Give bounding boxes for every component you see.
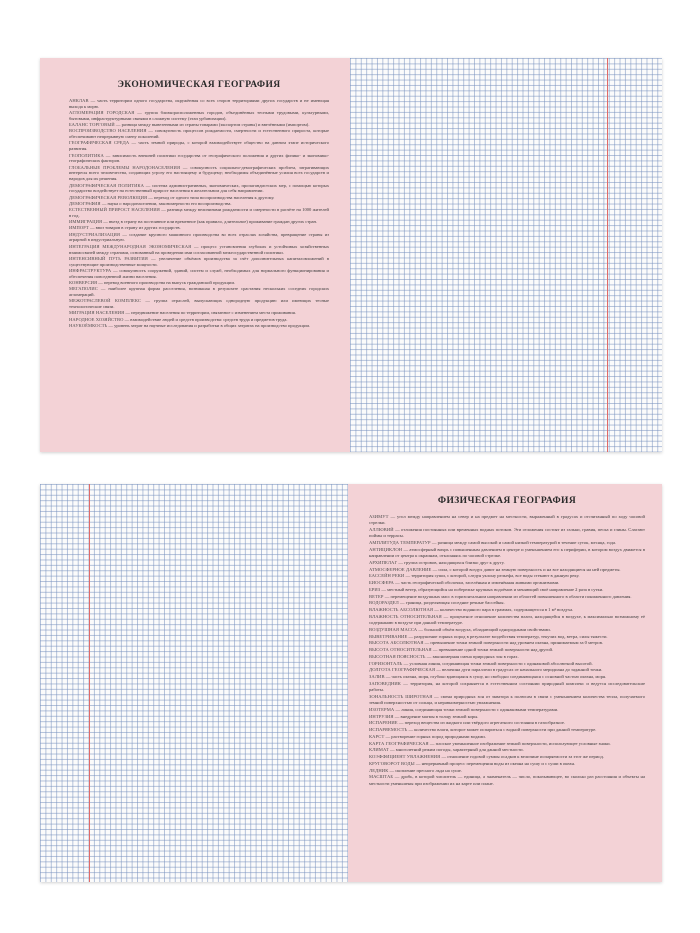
term-definition: — зависимость внешней политики государства от географического положения и других физико- и экономико-географических факторов. <box>69 152 329 164</box>
glossary-entry <box>69 122 329 128</box>
term-definition: — закономерная смена природных зон в горах. <box>425 653 519 659</box>
glossary-entry <box>69 256 329 268</box>
term-definition: — создание крупного машинного производства во всех отраслях хозяйства, превращение страны из аграрной в индустриальную. <box>69 231 329 243</box>
term-definition: — система административных, экономических, пропагандистских мер, с помощью которых государство воздействует на естественный прирост населения в желательном для себя направлении. <box>69 182 330 194</box>
term-definition: — процентное отношение количества влаги, находящейся в воздухе, к максимально возможному её содержанию в воздухе при данной температуре. <box>369 613 645 626</box>
glossary-list <box>369 514 645 787</box>
term-definition: — совокупность сооружений, зданий, систем и служб, необходимых для нормального функционирования и обеспечения повседневной жизни населения. <box>69 267 329 279</box>
physical-geography-spread <box>40 484 662 882</box>
physical-geography-page <box>348 484 662 882</box>
term-name: АНКЛАВ <box>69 98 89 103</box>
term-definition: — сила, с которой воздух давит на земную поверхность и на все находящиеся на ней предметы. <box>431 566 621 572</box>
glossary-entry <box>369 654 645 660</box>
term-name: ДОЛГОТА ГЕОГРАФИЧЕСКАЯ <box>369 667 436 673</box>
glossary-entry <box>369 714 645 720</box>
glossary-entry <box>369 627 645 633</box>
glossary-entry <box>369 667 645 673</box>
term-name: ИНТРУЗИЯ <box>369 713 394 719</box>
glossary-entry <box>369 694 645 707</box>
term-name: ВОСПРОИЗВОДСТВО НАСЕЛЕНИЯ <box>69 128 147 134</box>
term-name: ВЫСОТНАЯ ПОЯСНОСТЬ <box>369 653 426 659</box>
glossary-entry <box>369 634 645 640</box>
glossary-entry <box>69 244 329 256</box>
page-title: ЭКОНОМИЧЕСКАЯ ГЕОГРАФИЯ <box>117 80 281 90</box>
term-definition: — условная линия, соединяющая точки земной поверхности с одинаковой абсолютной высотой. <box>402 660 593 666</box>
term-definition: — передвижение населения по территории, связанное с изменением места проживания. <box>124 310 296 316</box>
term-name: МИГРАЦИЯ НАСЕЛЕНИЯ <box>69 310 125 316</box>
term-definition: — разница между вывезенными из страны товарами (экспортом страны) и ввезёнными (импортом). <box>114 122 310 128</box>
term-definition: — атмосферный вихрь с повышенным давлением в центре и уменьшением его к периферии, в котором воздух движется в направлении от центра к окраинам, отклоняясь по часовой стрелке. <box>369 546 645 559</box>
glossary-entry <box>69 98 329 110</box>
glossary-entry <box>369 573 645 579</box>
glossary-entry <box>69 317 329 323</box>
term-definition: — группа отраслей, выпускающих однородную продукцию или имеющих тесные технологические связи. <box>69 298 329 310</box>
term-definition: — часть географической оболочки, заселённая и изменённая живыми организмами. <box>393 580 560 586</box>
term-definition: — часть океана, моря, глубоко вдающаяся в сушу, но свободно соединяющаяся с основной частью океана, моря. <box>384 674 607 680</box>
term-name: БИОСФЕРА <box>369 580 394 586</box>
margin-line <box>89 484 90 882</box>
term-name: ЕСТЕСТВЕННЫЙ ПРИРОСТ НАСЕЛЕНИЯ <box>69 207 160 213</box>
term-definition: — группа островов, находящихся близко друг к другу. <box>397 559 505 565</box>
term-name: БАССЕЙН РЕКИ <box>369 573 405 579</box>
term-definition: — наука о народонаселении, закономерности его воспроизводства. <box>100 200 232 206</box>
term-definition: — превышение точки земной поверхности над уровнем океана, принимаемым за 0 метров. <box>423 640 604 646</box>
glossary-entry <box>69 140 329 152</box>
term-definition: — ввоз товаров в страну из других государств. <box>88 225 181 231</box>
term-definition: — перевод военного производства на выпуск гражданской продукции. <box>97 279 236 285</box>
term-definition: — разрушение горных пород в результате воздействия температур, текучих вод, ветра, силы тяжести. <box>407 633 608 639</box>
glossary-entry <box>369 747 645 753</box>
glossary-entry <box>369 727 645 733</box>
glossary-entry <box>69 219 329 225</box>
term-definition: — внедрение магмы в толщу земной коры. <box>393 713 479 719</box>
term-definition: — плоское уменьшенное изображение земной поверхности, использующее условные знаки. <box>428 740 611 746</box>
glossary-entry <box>69 110 329 122</box>
term-definition: — местный ветер, образующийся на побережье крупных водоёмов и меняющий своё направление 2 раза в сутки. <box>380 586 604 592</box>
term-name: ИСПАРЯЕМОСТЬ <box>369 727 408 733</box>
term-name: ЗАПОВЕДНИК <box>369 680 401 686</box>
glossary-entry <box>369 647 645 653</box>
term-definition: — количество влаги, которое может испариться с водной поверхности при данной температуре. <box>407 727 597 733</box>
glossary-list <box>69 98 329 329</box>
term-name: ВОДОРАЗДЕЛ <box>369 600 399 606</box>
term-name: ИНТЕГРАЦИЯ МЕЖДУНАРОДНАЯ ЭКОНОМИЧЕСКАЯ <box>69 243 192 249</box>
glossary-entry <box>369 540 645 546</box>
term-definition: — территория, на которой сохраняется в естественном состоянии природный комплекс и ведутся исследовательские работы. <box>369 680 645 693</box>
term-name: АЛЛЮВИЙ <box>369 527 394 533</box>
glossary-entry <box>369 741 645 747</box>
term-definition: — часть территории одного государства, окружённая со всех сторон территориями других государств и не имеющая выхода к морю. <box>69 98 329 109</box>
glossary-entry <box>69 232 329 244</box>
glossary-entry <box>369 514 645 527</box>
term-definition: — дробь, в которой числитель — единица, а знаменатель — число, показывающее, во сколько раз расстояния и объекты на местности уменьшены при изображении их на карте или плане. <box>369 774 645 786</box>
glossary-entry <box>369 640 645 646</box>
glossary-entry <box>369 567 645 573</box>
glossary-entry <box>369 587 645 593</box>
term-definition: — количество водяного пара в граммах, содержащегося в 1 м³ воздуха. <box>433 607 574 613</box>
term-definition: — разница между самой высокой и самой низкой температурой в течение суток, месяца, года. <box>430 540 617 546</box>
term-name: ВЕТЕР <box>369 593 384 599</box>
term-name: БАЛАНС ТОРГОВЫЙ <box>69 122 115 128</box>
term-name: ИМПОРТ <box>69 225 89 231</box>
term-name: ВОЗДУШНАЯ МАССА <box>369 626 418 632</box>
term-definition: — группа близкорасположенных городов, объединённых тесными трудовыми, культурными, бытовыми, инфраструктурными связями в сложную систему (этап урбанизации). <box>69 110 329 121</box>
term-definition: — отношение годовой суммы осадков к величине испаряемости за этот же период. <box>440 754 604 760</box>
term-name: ДЕМОГРАФИЯ <box>69 200 101 206</box>
term-name: ВЫСОТА АБСОЛЮТНАЯ <box>369 640 424 646</box>
term-definition: — угол между направлением на север и на предмет на местности, выраженный в градусах и отсчитанный по ходу часовой стрелки. <box>369 514 645 526</box>
glossary-entry <box>369 768 645 774</box>
term-name: ИММИГРАЦИЯ <box>69 219 103 225</box>
glossary-entry <box>69 280 329 286</box>
term-name: ИНТЕНСИВНЫЙ ПУТЬ РАЗВИТИЯ <box>69 255 148 261</box>
term-definition: — наиболее крупная форма расселения, возникшая в результате срастания нескольких соседних городских агломераций. <box>69 286 329 298</box>
term-definition: — увеличение объёмов производства за счёт дополнительных капиталовложений в существующие производственные мощности. <box>69 255 329 267</box>
term-definition: — отложения постоянных или временных водных потоков. Эти отложения состоят из гальки, гравия, песка и глины. Слагают поймы и террасы. <box>369 527 645 539</box>
glossary-entry <box>369 607 645 613</box>
glossary-entry <box>69 128 329 140</box>
term-definition: — переход от одного типа воспроизводства населения к другому. <box>147 194 275 200</box>
term-name: КРУГОВОРОТ ВОДЫ <box>369 760 415 766</box>
term-name: ИЗОТЕРМА <box>369 706 395 712</box>
term-name: ВЫВЕТРИВАНИЕ <box>369 633 408 639</box>
glossary-entry <box>369 547 645 560</box>
term-definition: — часть земной природы, с которой взаимодействует общество на данном этапе исторического развития. <box>69 140 329 152</box>
glossary-entry <box>369 580 645 586</box>
glossary-entry <box>369 614 645 627</box>
margin-line <box>607 58 608 452</box>
term-name: ИНДУСТРИАЛИЗАЦИЯ <box>69 231 120 237</box>
term-definition: — перемещение воздушных масс в горизонтальном направлении из областей повышенного в области пониженного давления. <box>383 593 632 599</box>
term-name: БРИЗ <box>369 586 381 592</box>
glossary-entry <box>69 323 329 329</box>
glossary-entry <box>69 201 329 207</box>
term-name: ВЛАЖНОСТЬ АБСОЛЮТНАЯ <box>369 607 434 613</box>
page-title: ФИЗИЧЕСКАЯ ГЕОГРАФИЯ <box>437 496 577 506</box>
glossary-entry <box>69 195 329 201</box>
term-definition: — совокупность социально-демографических проблем, затрагивающих интересы всего человечества, создающих угрозу его настоящему и будущему; необходимы объединённые усилия всех государств и народов для их решения. <box>69 164 329 182</box>
term-name: АЗИМУТ <box>369 514 389 519</box>
term-name: КЛИМАТ <box>369 747 389 753</box>
term-name: ЗАЛИВ <box>369 674 385 680</box>
grid-page-left <box>40 484 348 882</box>
term-name: ЛЕДНИК <box>369 767 389 773</box>
term-name: КАРСТ <box>369 733 385 739</box>
term-name: ДЕМОГРАФИЧЕСКАЯ ПОЛИТИКА <box>69 182 145 188</box>
term-definition: — граница, разделяющая соседние речные бассейны. <box>398 600 505 606</box>
glossary-entry <box>369 754 645 760</box>
glossary-entry <box>369 761 645 767</box>
term-definition: — въезд в страну на постоянное или временное (как правило, длительное) проживание граждан других стран. <box>102 219 318 225</box>
glossary-entry <box>369 600 645 606</box>
term-name: ГЕОПОЛИТИКА <box>69 152 104 158</box>
term-name: АГЛОМЕРАЦИЯ ГОРОДСКАЯ <box>69 110 135 116</box>
term-definition: — уровень затрат на научные исследования и разработки в общих затратах на производство продукции. <box>107 322 311 328</box>
term-definition: — превышение одной точки земной поверхности над другой. <box>431 647 554 653</box>
term-definition: — величина дуги параллели в градусах от начального меридиана до заданной точки. <box>435 667 603 673</box>
term-name: ЗОНАЛЬНОСТЬ ШИРОТНАЯ <box>369 693 433 699</box>
glossary-entry <box>369 734 645 740</box>
term-definition: — линия, соединяющая точки земной поверхности с одинаковыми температурами. <box>394 706 559 712</box>
term-definition: — процесс установления глубоких и устойчивых хозяйственных взаимосвязей между странами, основанный на проведении ими согласованной межгосударственной политики. <box>69 243 329 255</box>
glossary-entry <box>369 527 645 540</box>
term-definition: — переход вещества из жидкого или твёрдого агрегатного состояния в газообразное. <box>397 720 566 726</box>
term-definition: — многолетний режим погоды, характерный для данной местности. <box>388 747 524 753</box>
glossary-entry <box>69 298 329 310</box>
term-definition: — взаимодействие людей и средств производства: средств труда и предметов труда. <box>123 316 288 322</box>
grid-page-right <box>350 58 662 452</box>
term-name: КОНВЕРСИЯ <box>69 279 98 285</box>
term-name: МЕЖОТРАСЛЕВОЙ КОМПЛЕКС <box>69 298 142 304</box>
glossary-entry <box>369 661 645 667</box>
glossary-entry <box>69 225 329 231</box>
term-name: НАУКОЁМКОСТЬ <box>69 322 108 328</box>
term-name: АТМОСФЕРНОЕ ДАВЛЕНИЕ <box>369 566 432 572</box>
term-definition: — смена природных зон от экватора к полюсам в связи с уменьшением количества тепла, получаемого земной поверхностью от солнца, и неравномерностью увлажнения. <box>369 693 645 706</box>
term-name: НАРОДНОЕ ХОЗЯЙСТВО <box>69 316 124 322</box>
glossary-entry <box>369 560 645 566</box>
economic-geography-spread <box>40 58 662 452</box>
term-name: МЕГАПОЛИС <box>69 286 98 292</box>
glossary-entry <box>369 594 645 600</box>
glossary-entry <box>369 720 645 726</box>
term-name: ИНФРАСТРУКТУРА <box>69 267 112 273</box>
term-name: КОЭФФИЦИЕНТ УВЛАЖНЕНИЯ <box>369 754 441 760</box>
term-name: АМПЛИТУДА ТЕМПЕРАТУР <box>369 540 431 546</box>
term-name: ИСПАРЕНИЕ <box>369 720 398 726</box>
glossary-entry <box>69 153 329 165</box>
term-name: МАСШТАБ <box>369 774 394 780</box>
term-name: АНТИЦИКЛОН <box>369 546 403 552</box>
term-definition: — большой объём воздуха, обладающий однородными свойствами. <box>417 626 551 632</box>
economic-geography-page <box>40 58 350 452</box>
term-name: КАРТА ГЕОГРАФИЧЕСКАЯ <box>369 740 429 746</box>
term-name: ВЫСОТА ОТНОСИТЕЛЬНАЯ <box>369 647 432 653</box>
glossary-entry <box>69 207 329 219</box>
glossary-entry <box>69 268 329 280</box>
term-name: АРХИПЕЛАГ <box>369 559 398 565</box>
term-definition: — разница между величинами рождаемости и смертности в расчёте на 1000 жителей в год. <box>69 207 329 218</box>
term-definition: — скопление пресного льда на суше. <box>388 767 462 773</box>
glossary-entry <box>69 183 329 195</box>
term-definition: — непрерывный процесс перемещения воды из океана на сушу и с суши в океан. <box>414 760 576 766</box>
term-definition: — территория суши, с которой, следуя уклону рельефа, все воды стекают в данную реку. <box>404 573 580 579</box>
glossary-entry <box>369 681 645 694</box>
term-name: ГОРИЗОНТАЛЬ <box>369 660 403 666</box>
term-name: ВЛАЖНОСТЬ ОТНОСИТЕЛЬНАЯ <box>369 613 442 619</box>
glossary-entry <box>69 286 329 298</box>
term-name: ГЛОБАЛЬНЫЕ ПРОБЛЕМЫ НАРОДОНАСЕЛЕНИЯ <box>69 164 181 170</box>
term-name: ДЕМОГРАФИЧЕСКАЯ РЕВОЛЮЦИЯ <box>69 194 148 200</box>
term-definition: — совокупность процессов рождаемости, смертности и естественного прироста, которые обеспечивают непрерывную смену поколений. <box>69 128 329 140</box>
term-name: ГЕОГРАФИЧЕСКАЯ СРЕДА <box>69 140 130 146</box>
glossary-entry <box>369 774 645 787</box>
glossary-entry <box>369 674 645 680</box>
glossary-entry <box>69 165 329 183</box>
glossary-entry <box>69 310 329 316</box>
term-definition: — растворение горных пород природными водами. <box>384 733 486 739</box>
glossary-entry <box>369 707 645 713</box>
